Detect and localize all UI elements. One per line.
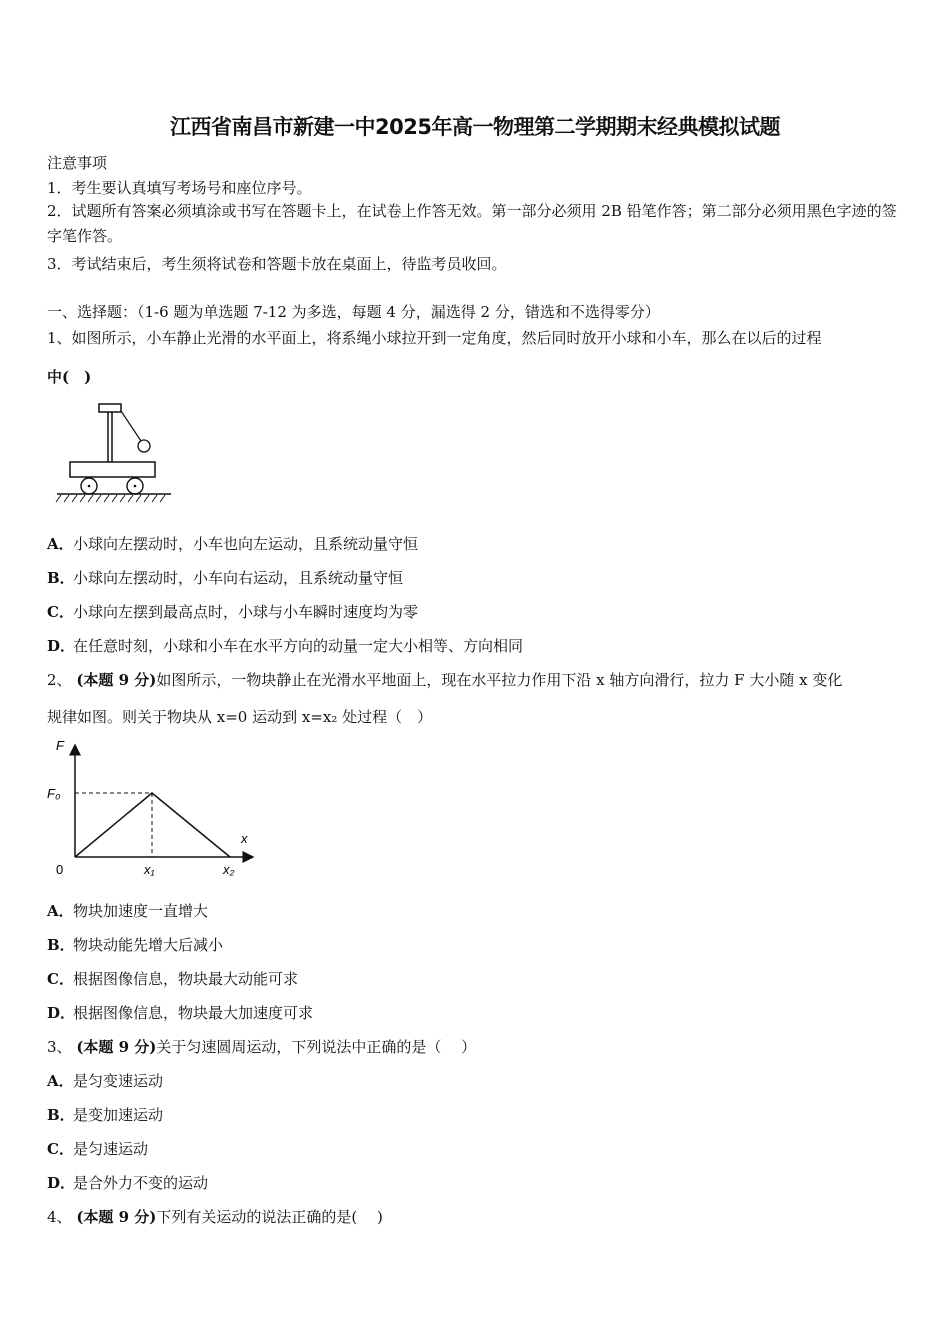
page-title: 江西省南昌市新建一中2025年高一物理第二学期期末经典模拟试题: [170, 115, 780, 139]
q1-option-d: D．在任意时刻，小球和小车在水平方向的动量一定大小相等、方向相同: [47, 637, 524, 655]
f0-label: F₀: [47, 786, 61, 801]
q2-option-d: D．根据图像信息，物块最大加速度可求: [47, 1004, 314, 1022]
q1-option-b: B．小球向左摆动时，小车向右运动，且系统动量守恒: [47, 569, 404, 587]
q2-option-c: C．根据图像信息，物块最大动能可求: [47, 970, 299, 988]
x2-label: x₂: [223, 862, 235, 877]
q1-stem-line2: 中( ): [47, 368, 92, 386]
q1-stem-line1: 1、如图所示，小车静止光滑的水平面上，将系绳小球拉开到一定角度，然后同时放开小球和小车，那么在以后的过程: [47, 329, 822, 347]
origin-label: 0: [56, 862, 64, 877]
section-heading: 一、选择题：（1-6 题为单选题 7-12 为多选，每题 4 分，漏选得 2 分，错选和不选得零分）: [47, 303, 660, 321]
q2-stem-line1: 2、 (本题 9 分)如图所示，一物块静止在光滑水平地面上，现在水平拉力作用下沿 x 轴方向滑行，拉力 F 大小随 x 变化: [47, 671, 843, 689]
x-axis-label: x: [241, 831, 248, 846]
notice-heading: 注意事项: [47, 154, 108, 172]
q2-stem-line2: 规律如图。则关于物块从 x=0 运动到 x=x₂ 处过程（ ）: [47, 708, 433, 726]
notice-item-3: 3．考试结束后，考生须将试卷和答题卡放在桌面上，待监考员收回。: [47, 255, 507, 273]
q3-option-a: A．是匀变速运动: [47, 1072, 164, 1090]
notice-item-2: 2．试题所有答案必须填涂或书写在答题卡上，在试卷上作答无效。第一部分必须用 2B 铅笔作答；第二部分必须用黑色字迹的签字笔作答。: [47, 202, 897, 245]
q3-option-d: D．是合外力不变的运动: [47, 1174, 209, 1192]
q2-option-a: A．物块加速度一直增大: [47, 902, 209, 920]
force-displacement-graph: [44, 736, 259, 878]
q4-stem: 4、 (本题 9 分)下列有关运动的说法正确的是( ): [47, 1208, 383, 1226]
x1-label: x₁: [144, 862, 155, 877]
notice-item-1: 1．考生要认真填写考场号和座位序号。: [47, 179, 312, 197]
y-axis-label: F: [56, 738, 64, 753]
q1-option-a: A．小球向左摆动时，小车也向左运动，且系统动量守恒: [47, 535, 419, 553]
q1-option-c: C．小球向左摆到最高点时，小球与小车瞬时速度均为零: [47, 603, 419, 621]
q2-option-b: B．物块动能先增大后减小: [47, 936, 224, 954]
q3-stem: 3、 (本题 9 分)关于匀速圆周运动，下列说法中正确的是（ ）: [47, 1038, 477, 1056]
cart-pendulum-figure: [55, 400, 175, 504]
q3-option-c: C．是匀速运动: [47, 1140, 149, 1158]
q3-option-b: B．是变加速运动: [47, 1106, 164, 1124]
